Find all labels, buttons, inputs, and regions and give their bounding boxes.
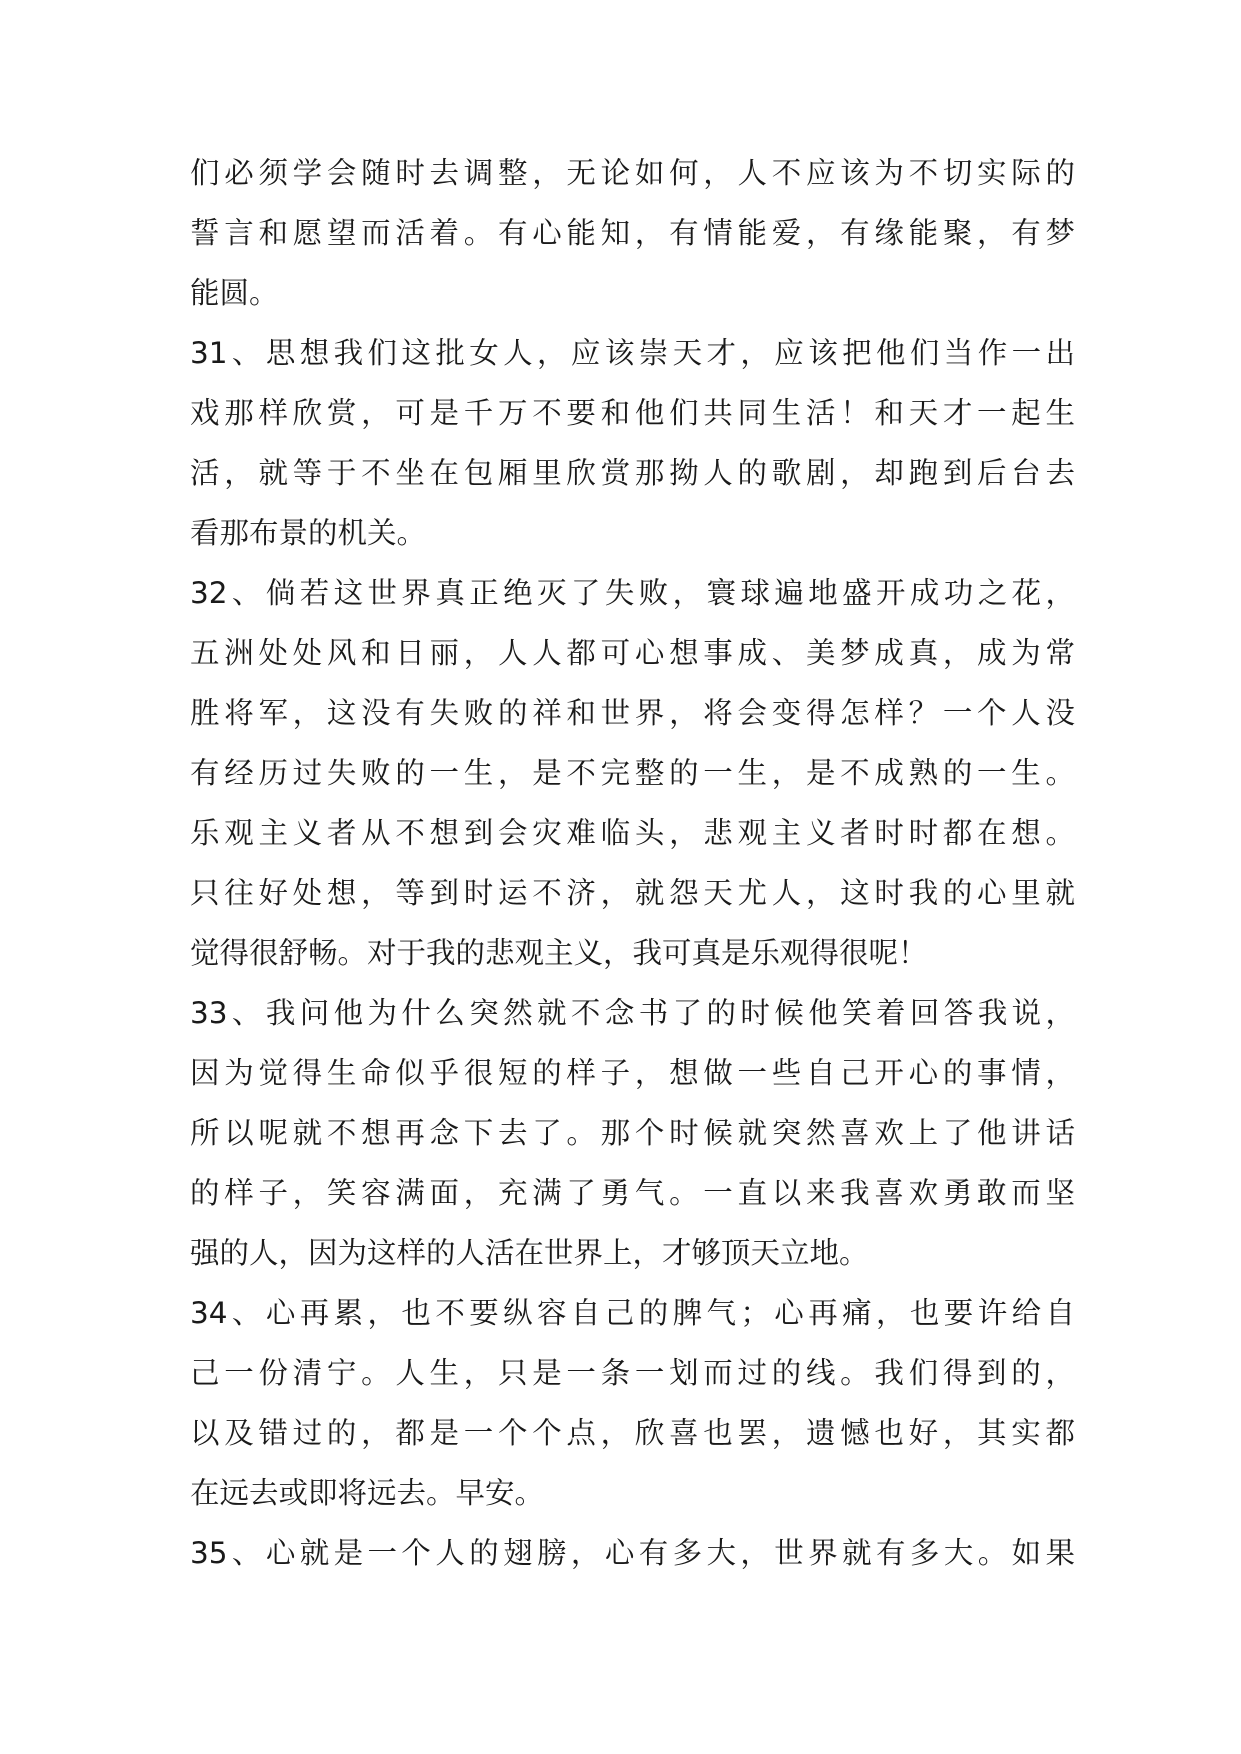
text-line: 看那布景的机关。 (190, 516, 427, 550)
text-line: 33、我问他为什么突然就不念书了的时候他笑着回答我说， (190, 996, 1075, 1030)
text-line: 活，就等于不坐在包厢里欣赏那拗人的歌剧，却跑到后台去 (190, 456, 1075, 490)
text-line: 胜将军，这没有失败的祥和世界，将会变得怎样？一个人没 (190, 696, 1075, 730)
document-page (190, 143, 1075, 1583)
text-line: 己一份清宁。人生，只是一条一划而过的线。我们得到的， (190, 1356, 1075, 1390)
text-line: 在远去或即将远去。早安。 (190, 1476, 545, 1510)
text-line: 以及错过的，都是一个个点，欣喜也罢，遗憾也好，其实都 (190, 1416, 1075, 1450)
text-line: 只往好处想，等到时运不济，就怨天尤人，这时我的心里就 (190, 876, 1075, 910)
text-line: 因为觉得生命似乎很短的样子，想做一些自己开心的事情， (190, 1056, 1075, 1090)
text-line: 35、心就是一个人的翅膀，心有多大，世界就有多大。如果 (190, 1536, 1075, 1570)
text-line: 34、心再累，也不要纵容自己的脾气；心再痛，也要许给自 (190, 1296, 1075, 1330)
text-line: 所以呢就不想再念下去了。那个时候就突然喜欢上了他讲话 (190, 1116, 1075, 1150)
text-line: 誓言和愿望而活着。有心能知，有情能爱，有缘能聚，有梦 (190, 216, 1075, 250)
text-line: 们必须学会随时去调整，无论如何，人不应该为不切实际的 (190, 156, 1075, 190)
text-line: 32、倘若这世界真正绝灭了失败，寰球遍地盛开成功之花， (190, 576, 1075, 610)
text-line: 31、思想我们这批女人，应该崇天才，应该把他们当作一出 (190, 336, 1075, 370)
text-line: 五洲处处风和日丽，人人都可心想事成、美梦成真，成为常 (190, 636, 1075, 670)
text-line: 强的人，因为这样的人活在世界上，才够顶天立地。 (190, 1236, 869, 1270)
text-line: 乐观主义者从不想到会灾难临头，悲观主义者时时都在想。 (190, 816, 1075, 850)
text-line: 觉得很舒畅。对于我的悲观主义，我可真是乐观得很呢！ (190, 936, 928, 970)
document-body (190, 143, 1075, 1583)
text-line: 能圆。 (190, 276, 279, 310)
text-line: 有经历过失败的一生，是不完整的一生，是不成熟的一生。 (190, 756, 1075, 790)
text-line: 戏那样欣赏，可是千万不要和他们共同生活！和天才一起生 (190, 396, 1075, 430)
text-line: 的样子，笑容满面，充满了勇气。一直以来我喜欢勇敢而坚 (190, 1176, 1075, 1210)
